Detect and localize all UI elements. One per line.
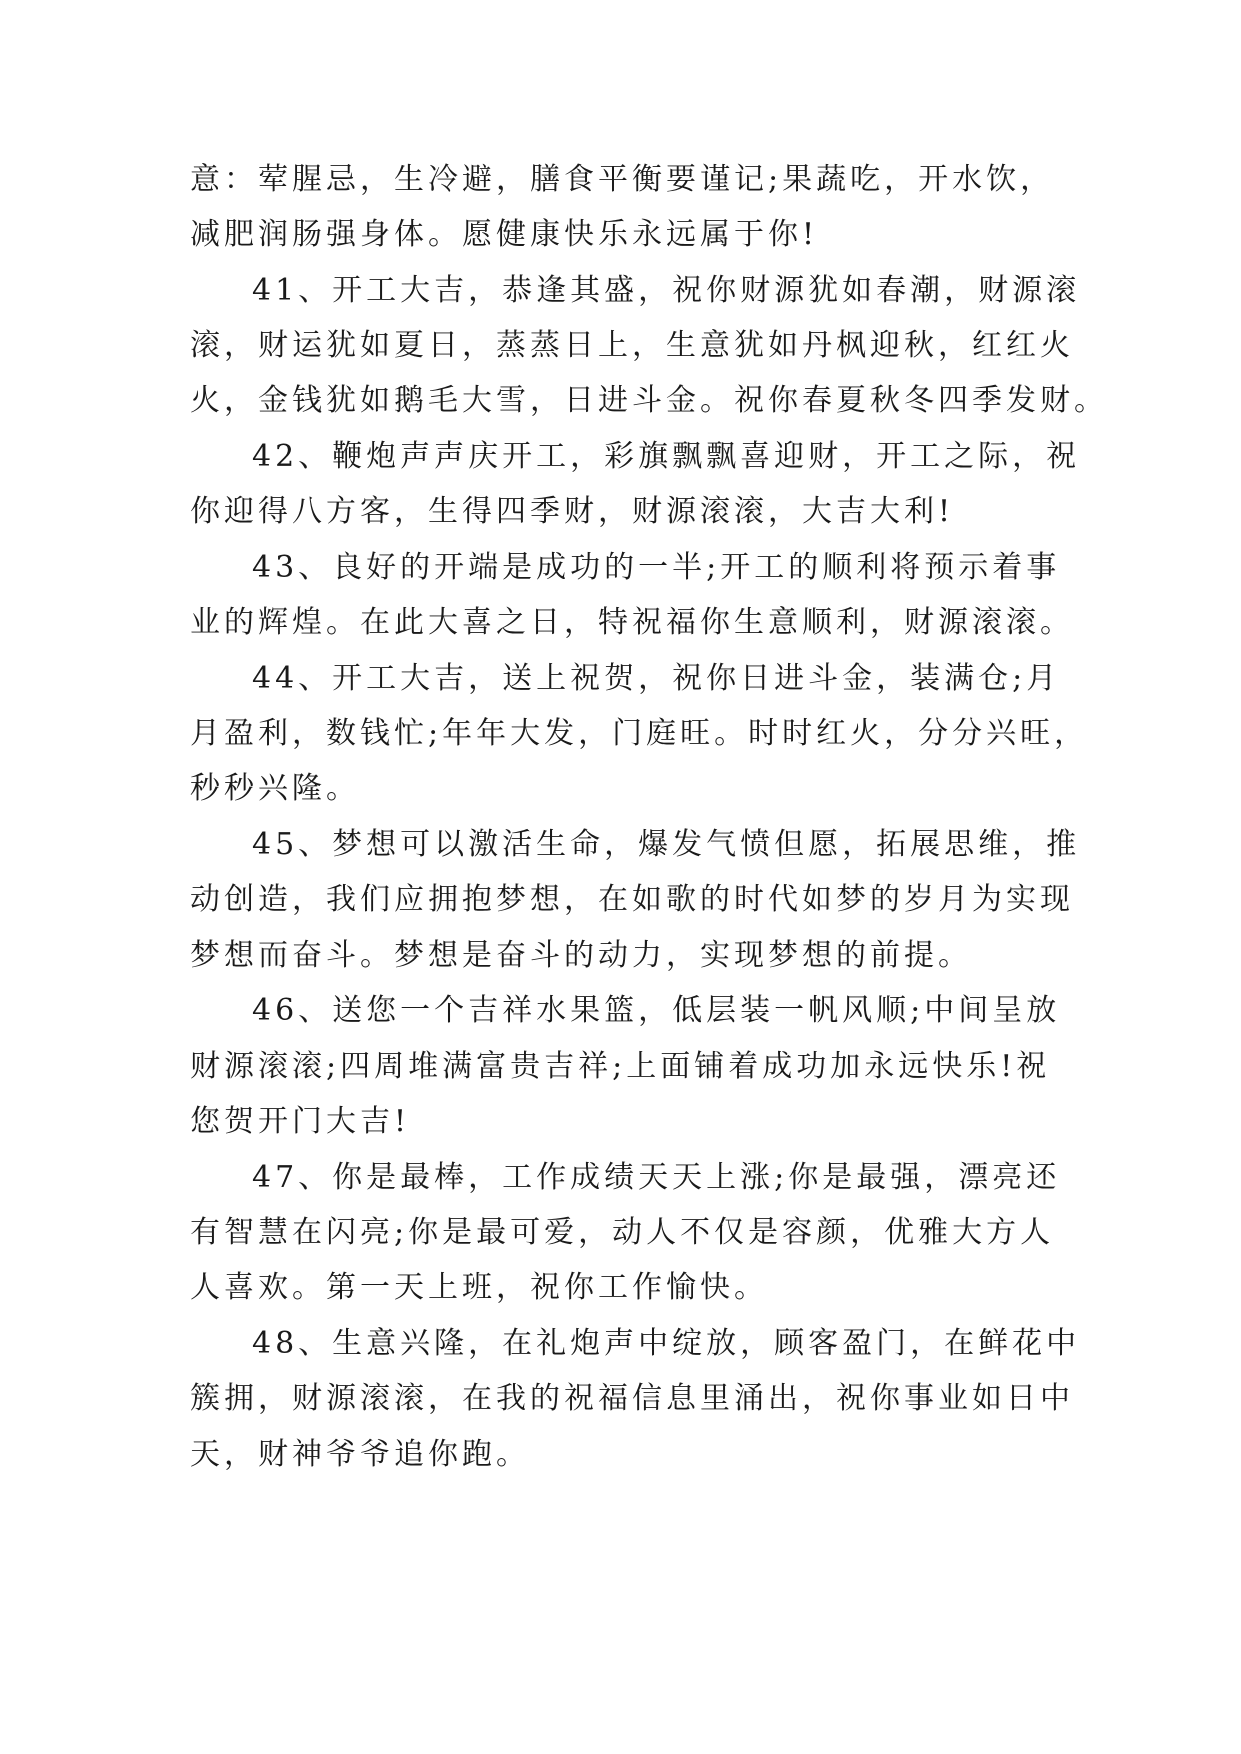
text-line: 动创造，我们应拥抱梦想，在如歌的时代如梦的岁月为实现	[190, 882, 1074, 917]
text-line: 秒秒兴隆。	[190, 771, 360, 806]
text-line: 簇拥，财源滚滚，在我的祝福信息里涌出，祝你事业如日中	[190, 1381, 1074, 1416]
text-line: 滚，财运犹如夏日，蒸蒸日上，生意犹如丹枫迎秋，红红火	[190, 328, 1074, 363]
paragraph-42-line: 42、鞭炮声声庆开工，彩旗飘飘喜迎财，开工之际，祝	[252, 439, 1081, 474]
paragraph-45-line: 45、梦想可以激活生命，爆发气愤但愿，拓展思维，推	[252, 827, 1081, 862]
text-line: 火，金钱犹如鹅毛大雪，日进斗金。祝你春夏秋冬四季发财。	[190, 383, 1108, 418]
text-line: 减肥润肠强身体。愿健康快乐永远属于你!	[190, 217, 819, 252]
paragraph-43-line: 43、良好的开端是成功的一半;开工的顺利将预示着事	[252, 550, 1061, 585]
text-line: 月盈利，数钱忙;年年大发，门庭旺。时时红火，分分兴旺，	[190, 716, 1089, 751]
text-line: 业的辉煌。在此大喜之日，特祝福你生意顺利，财源滚滚。	[190, 605, 1074, 640]
text-line: 您贺开门大吉!	[190, 1104, 411, 1139]
paragraph-46-line: 46、送您一个吉祥水果篮，低层装一帆风顺;中间呈放	[252, 993, 1061, 1028]
text-line: 梦想而奋斗。梦想是奋斗的动力，实现梦想的前提。	[190, 938, 972, 973]
paragraph-41-line: 41、开工大吉，恭逢其盛，祝你财源犹如春潮，财源滚	[252, 273, 1081, 308]
paragraph-47-line: 47、你是最棒，工作成绩天天上涨;你是最强，漂亮还	[252, 1160, 1061, 1195]
text-line: 财源滚滚;四周堆满富贵吉祥;上面铺着成功加永远快乐!祝	[190, 1049, 1051, 1084]
text-line: 有智慧在闪亮;你是最可爱，动人不仅是容颜，优雅大方人	[190, 1215, 1055, 1250]
paragraph-44-line: 44、开工大吉，送上祝贺，祝你日进斗金，装满仓;月	[252, 661, 1061, 696]
text-line: 天，财神爷爷追你跑。	[190, 1437, 530, 1472]
text-line: 人喜欢。第一天上班，祝你工作愉快。	[190, 1270, 768, 1305]
text-line: 意：荤腥忌，生冷避，膳食平衡要谨记;果蔬吃，开水饮，	[190, 162, 1055, 197]
paragraph-48-line: 48、生意兴隆，在礼炮声中绽放，顾客盈门，在鲜花中	[252, 1326, 1081, 1361]
text-line: 你迎得八方客，生得四季财，财源滚滚，大吉大利!	[190, 494, 955, 529]
